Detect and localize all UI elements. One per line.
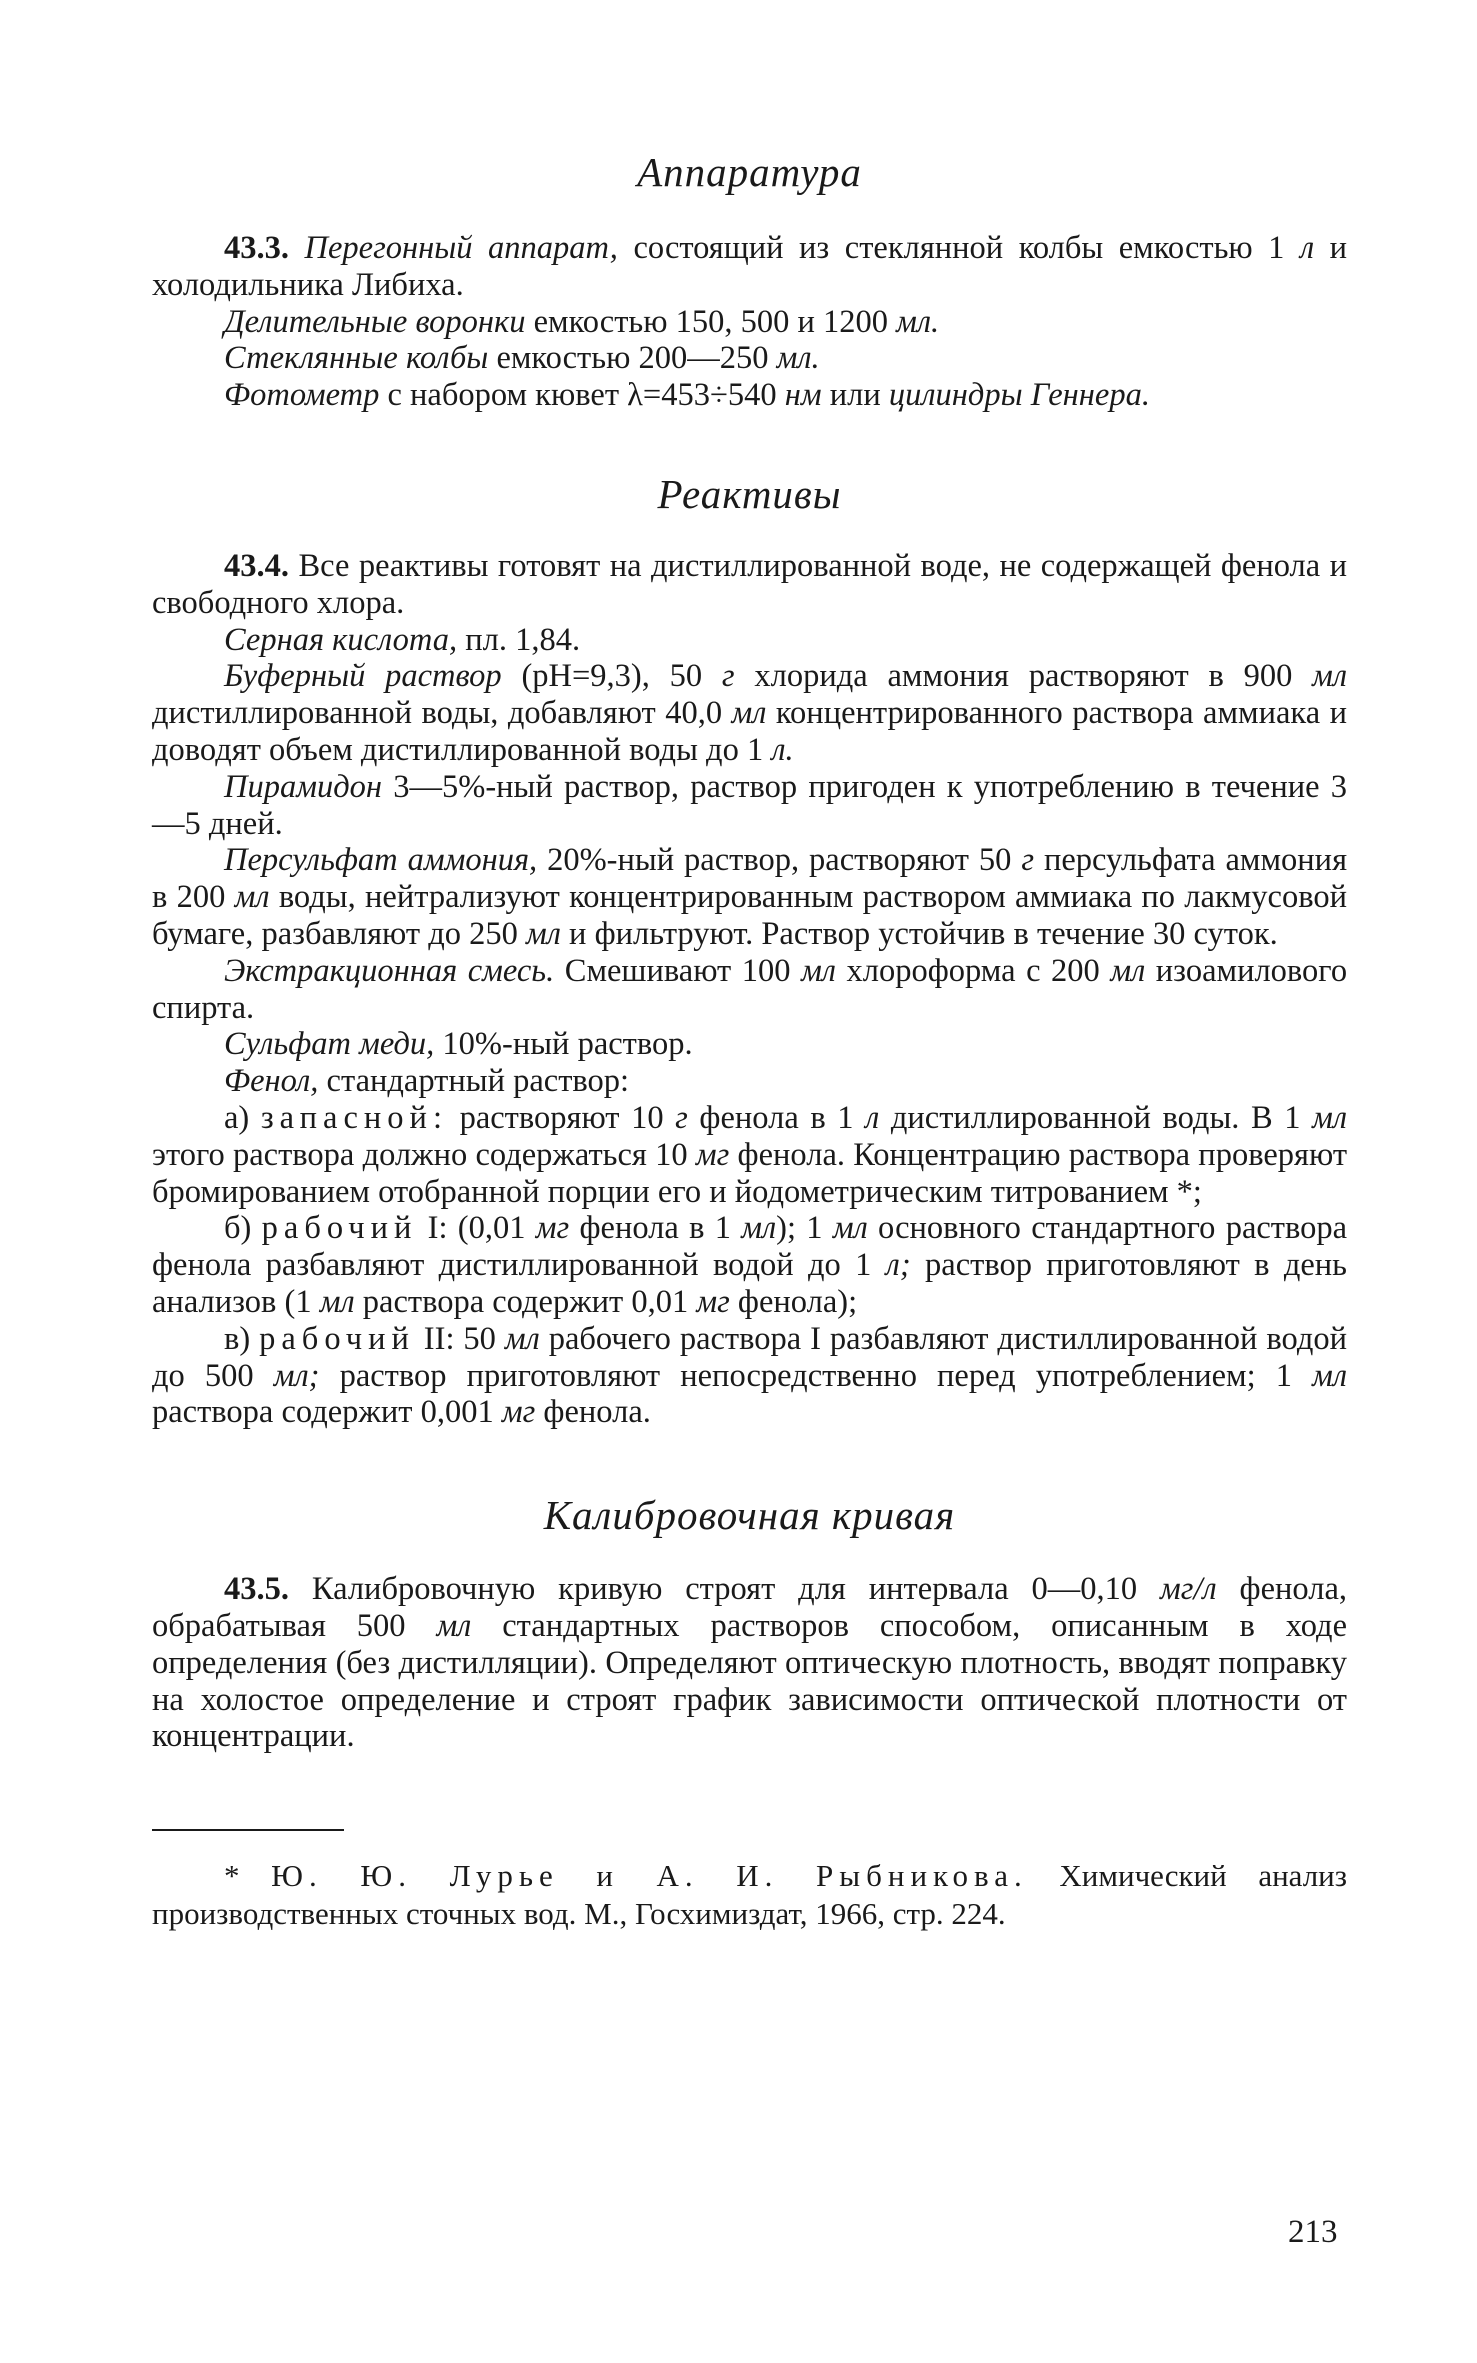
- paragraph-number: 43.5.: [224, 1571, 289, 1608]
- unit: л.: [771, 731, 794, 768]
- text: (pH=9,3), 50: [521, 658, 703, 695]
- text: раствора содержит 0,001: [152, 1394, 494, 1431]
- text: этого раствора должно содержаться 10: [152, 1136, 688, 1173]
- term-hehner-cylinders: цилиндры Геннера.: [888, 377, 1150, 414]
- term-copper-sulfate: Сульфат меди,: [224, 1026, 435, 1063]
- term-phenol: Фенол,: [224, 1063, 319, 1100]
- paragraph-43-3: [152, 230, 1347, 304]
- text: II: 50: [423, 1320, 496, 1357]
- unit: мл: [1312, 1099, 1347, 1136]
- term-photometer: Фотометр: [224, 377, 380, 414]
- unit: мл: [319, 1283, 355, 1320]
- term-buffer-solution: Буферный раствор: [224, 658, 502, 695]
- footnote-authors: Ю. Ю. Лурье и А. И. Рыбникова.: [271, 1858, 1028, 1894]
- list-item-a: [152, 1100, 1347, 1210]
- unit: мг: [695, 1136, 730, 1173]
- term-separating-funnels: Делительные воронки: [224, 303, 526, 340]
- unit: л: [865, 1099, 880, 1136]
- section-title-calibration: Калибровочная кривая: [543, 1492, 956, 1539]
- text: и фильтруют. Раствор устойчив в течение 30 суток.: [569, 915, 1278, 952]
- term-sulfuric-acid: Серная кислота,: [224, 621, 458, 658]
- unit: мл: [436, 1607, 472, 1644]
- text: Смешивают 100: [564, 952, 791, 989]
- unit: мг: [696, 1283, 730, 1320]
- unit: мл: [504, 1320, 540, 1357]
- term-ammonium-persulfate: Персульфат аммония,: [224, 842, 538, 879]
- unit: л: [1299, 230, 1315, 266]
- paragraph-photometer: [152, 377, 1347, 414]
- list-label: а): [224, 1099, 250, 1136]
- paragraph-funnels: [152, 304, 1347, 341]
- footnote-mark: *: [224, 1858, 240, 1894]
- paragraph-flasks: [152, 340, 1347, 377]
- text: концентрированного раствора аммиака и доводят объем дистиллированной воды до 1: [152, 695, 1347, 768]
- text: фенола в 1: [699, 1099, 854, 1136]
- footnote-citation: Химический анализ производственных сточных вод. М., Госхимиздат, 1966, стр. 224.: [152, 1858, 1348, 1932]
- text: растворяют 10: [459, 1099, 664, 1136]
- text: фенола);: [737, 1283, 858, 1320]
- unit: мл: [731, 695, 767, 732]
- paragraph-phenol: [152, 1063, 1347, 1100]
- text: емкостью 200—250: [496, 340, 769, 377]
- unit: г: [721, 658, 735, 695]
- paragraph-buffer: [152, 658, 1347, 768]
- unit: мл: [801, 952, 836, 989]
- text: или: [829, 377, 881, 414]
- spaced-term: рабочий: [259, 1320, 415, 1357]
- unit: мг/л: [1160, 1571, 1217, 1608]
- unit: г: [1021, 842, 1035, 879]
- footnote: [152, 1857, 1347, 1933]
- paragraph-pyramidon: [152, 769, 1347, 843]
- footnote-text: [152, 1857, 1347, 1933]
- section-title-reagents: Реактивы: [657, 470, 842, 517]
- paragraph-43-5: [152, 1571, 1347, 1755]
- term-distillation-apparatus: Перегонный аппарат,: [304, 230, 618, 266]
- text: раствор приготовляют непосредственно перед употреблением; 1: [339, 1357, 1292, 1394]
- text: фенола.: [543, 1394, 651, 1431]
- text: Калибровочную кривую строят для интервала 0—0,10: [311, 1571, 1138, 1608]
- text: фенола, обрабатывая 500: [152, 1571, 1348, 1644]
- unit: г: [675, 1099, 688, 1136]
- list-label: в): [224, 1320, 251, 1357]
- text: дистиллированной воды, добавляют 40,0: [152, 695, 723, 732]
- paragraph-number: 43.4.: [224, 547, 289, 584]
- text: пл. 1,84.: [465, 621, 581, 658]
- unit: мл: [526, 915, 561, 952]
- paragraph-sulfuric-acid: [152, 622, 1347, 659]
- list-item-c: [152, 1321, 1347, 1431]
- section-title-apparatus: Аппаратура: [637, 149, 862, 195]
- paragraph-number: 43.3.: [224, 230, 289, 266]
- paragraph-copper-sulfate: [152, 1026, 1347, 1063]
- text: Все реактивы готовят на дистиллированной воде, не содержащей фенола и свободного хлора.: [152, 547, 1348, 621]
- text: стандартный раствор:: [326, 1063, 630, 1100]
- text: I: (0,01: [427, 1210, 526, 1247]
- footnote-divider: [152, 1829, 344, 1831]
- text: раствор приготовляют в день анализов (1: [152, 1247, 1348, 1320]
- paragraph-43-4: [152, 548, 1347, 622]
- text: раствора содержит 0,01: [362, 1283, 689, 1320]
- text: 10%-ный раствор.: [442, 1026, 693, 1063]
- text: 20%-ный раствор, растворяют 50: [547, 842, 1012, 879]
- text: с набором кювет λ=453÷540: [387, 377, 777, 414]
- text: хлороформа с 200: [846, 952, 1100, 989]
- text: фенола в 1: [579, 1210, 731, 1247]
- unit: мг: [535, 1210, 570, 1247]
- paragraph-persulfate: [152, 842, 1347, 952]
- text: и холодильника Либиха.: [152, 230, 1348, 303]
- spaced-term: запасной:: [260, 1099, 448, 1136]
- unit: мл: [832, 1210, 868, 1247]
- text: стандартных растворов способом, описанным в ходе определения (без дистилляции). Определяют оптическую плотность, вводят поправку на холостое определение и строят график зависимости оптической плотности от концентрации.: [152, 1607, 1348, 1755]
- spaced-term: рабочий: [261, 1210, 418, 1247]
- unit: нм: [784, 377, 822, 414]
- unit: мл: [1110, 952, 1146, 989]
- paragraph-extraction-mix: [152, 953, 1347, 1027]
- text: хлорида аммония растворяют в 900: [754, 658, 1293, 695]
- unit: л;: [885, 1247, 911, 1284]
- list-label: б): [224, 1210, 252, 1247]
- text: состоящий из стеклянной колбы емкостью 1: [633, 230, 1285, 266]
- text: ); 1: [776, 1210, 823, 1247]
- text: персульфата аммония в 200: [152, 842, 1348, 916]
- page-body: [152, 120, 1347, 1933]
- text: дистиллированной воды. В 1: [890, 1099, 1301, 1136]
- unit: мл.: [776, 340, 820, 377]
- text: рабочего раствора I разбавляют дистиллированной водой до 500: [152, 1320, 1348, 1394]
- unit: мл.: [896, 303, 940, 340]
- text: фенола. Концентрацию раствора проверяют бромированием отобранной порции его и йодометрическим титрованием *;: [152, 1136, 1348, 1210]
- text: емкостью 150, 500 и 1200: [533, 303, 889, 340]
- term-extraction-mixture: Экстракционная смесь.: [224, 952, 555, 989]
- unit: мл: [234, 879, 270, 916]
- term-pyramidon: Пирамидон: [224, 768, 383, 805]
- text: 3—5%-ный раствор, раствор пригоден к употреблению в течение 3—5 дней.: [152, 768, 1348, 842]
- unit: мл: [741, 1210, 777, 1247]
- unit: мл;: [273, 1357, 320, 1394]
- text: основного стандартного раствора фенола разбавляют дистиллированной водой до 1: [152, 1210, 1348, 1284]
- unit: мл: [1312, 658, 1348, 695]
- page-number: 213: [1288, 2214, 1338, 2250]
- unit: мг: [501, 1394, 536, 1431]
- text: воды, нейтрализуют концентрированным раствором аммиака по лакмусовой бумаге, разбавляют до 250: [152, 879, 1347, 952]
- text: изоамилового спирта.: [152, 952, 1348, 1026]
- list-item-b: [152, 1210, 1347, 1320]
- term-glass-flasks: Стеклянные колбы: [224, 340, 489, 377]
- unit: мл: [1312, 1357, 1348, 1394]
